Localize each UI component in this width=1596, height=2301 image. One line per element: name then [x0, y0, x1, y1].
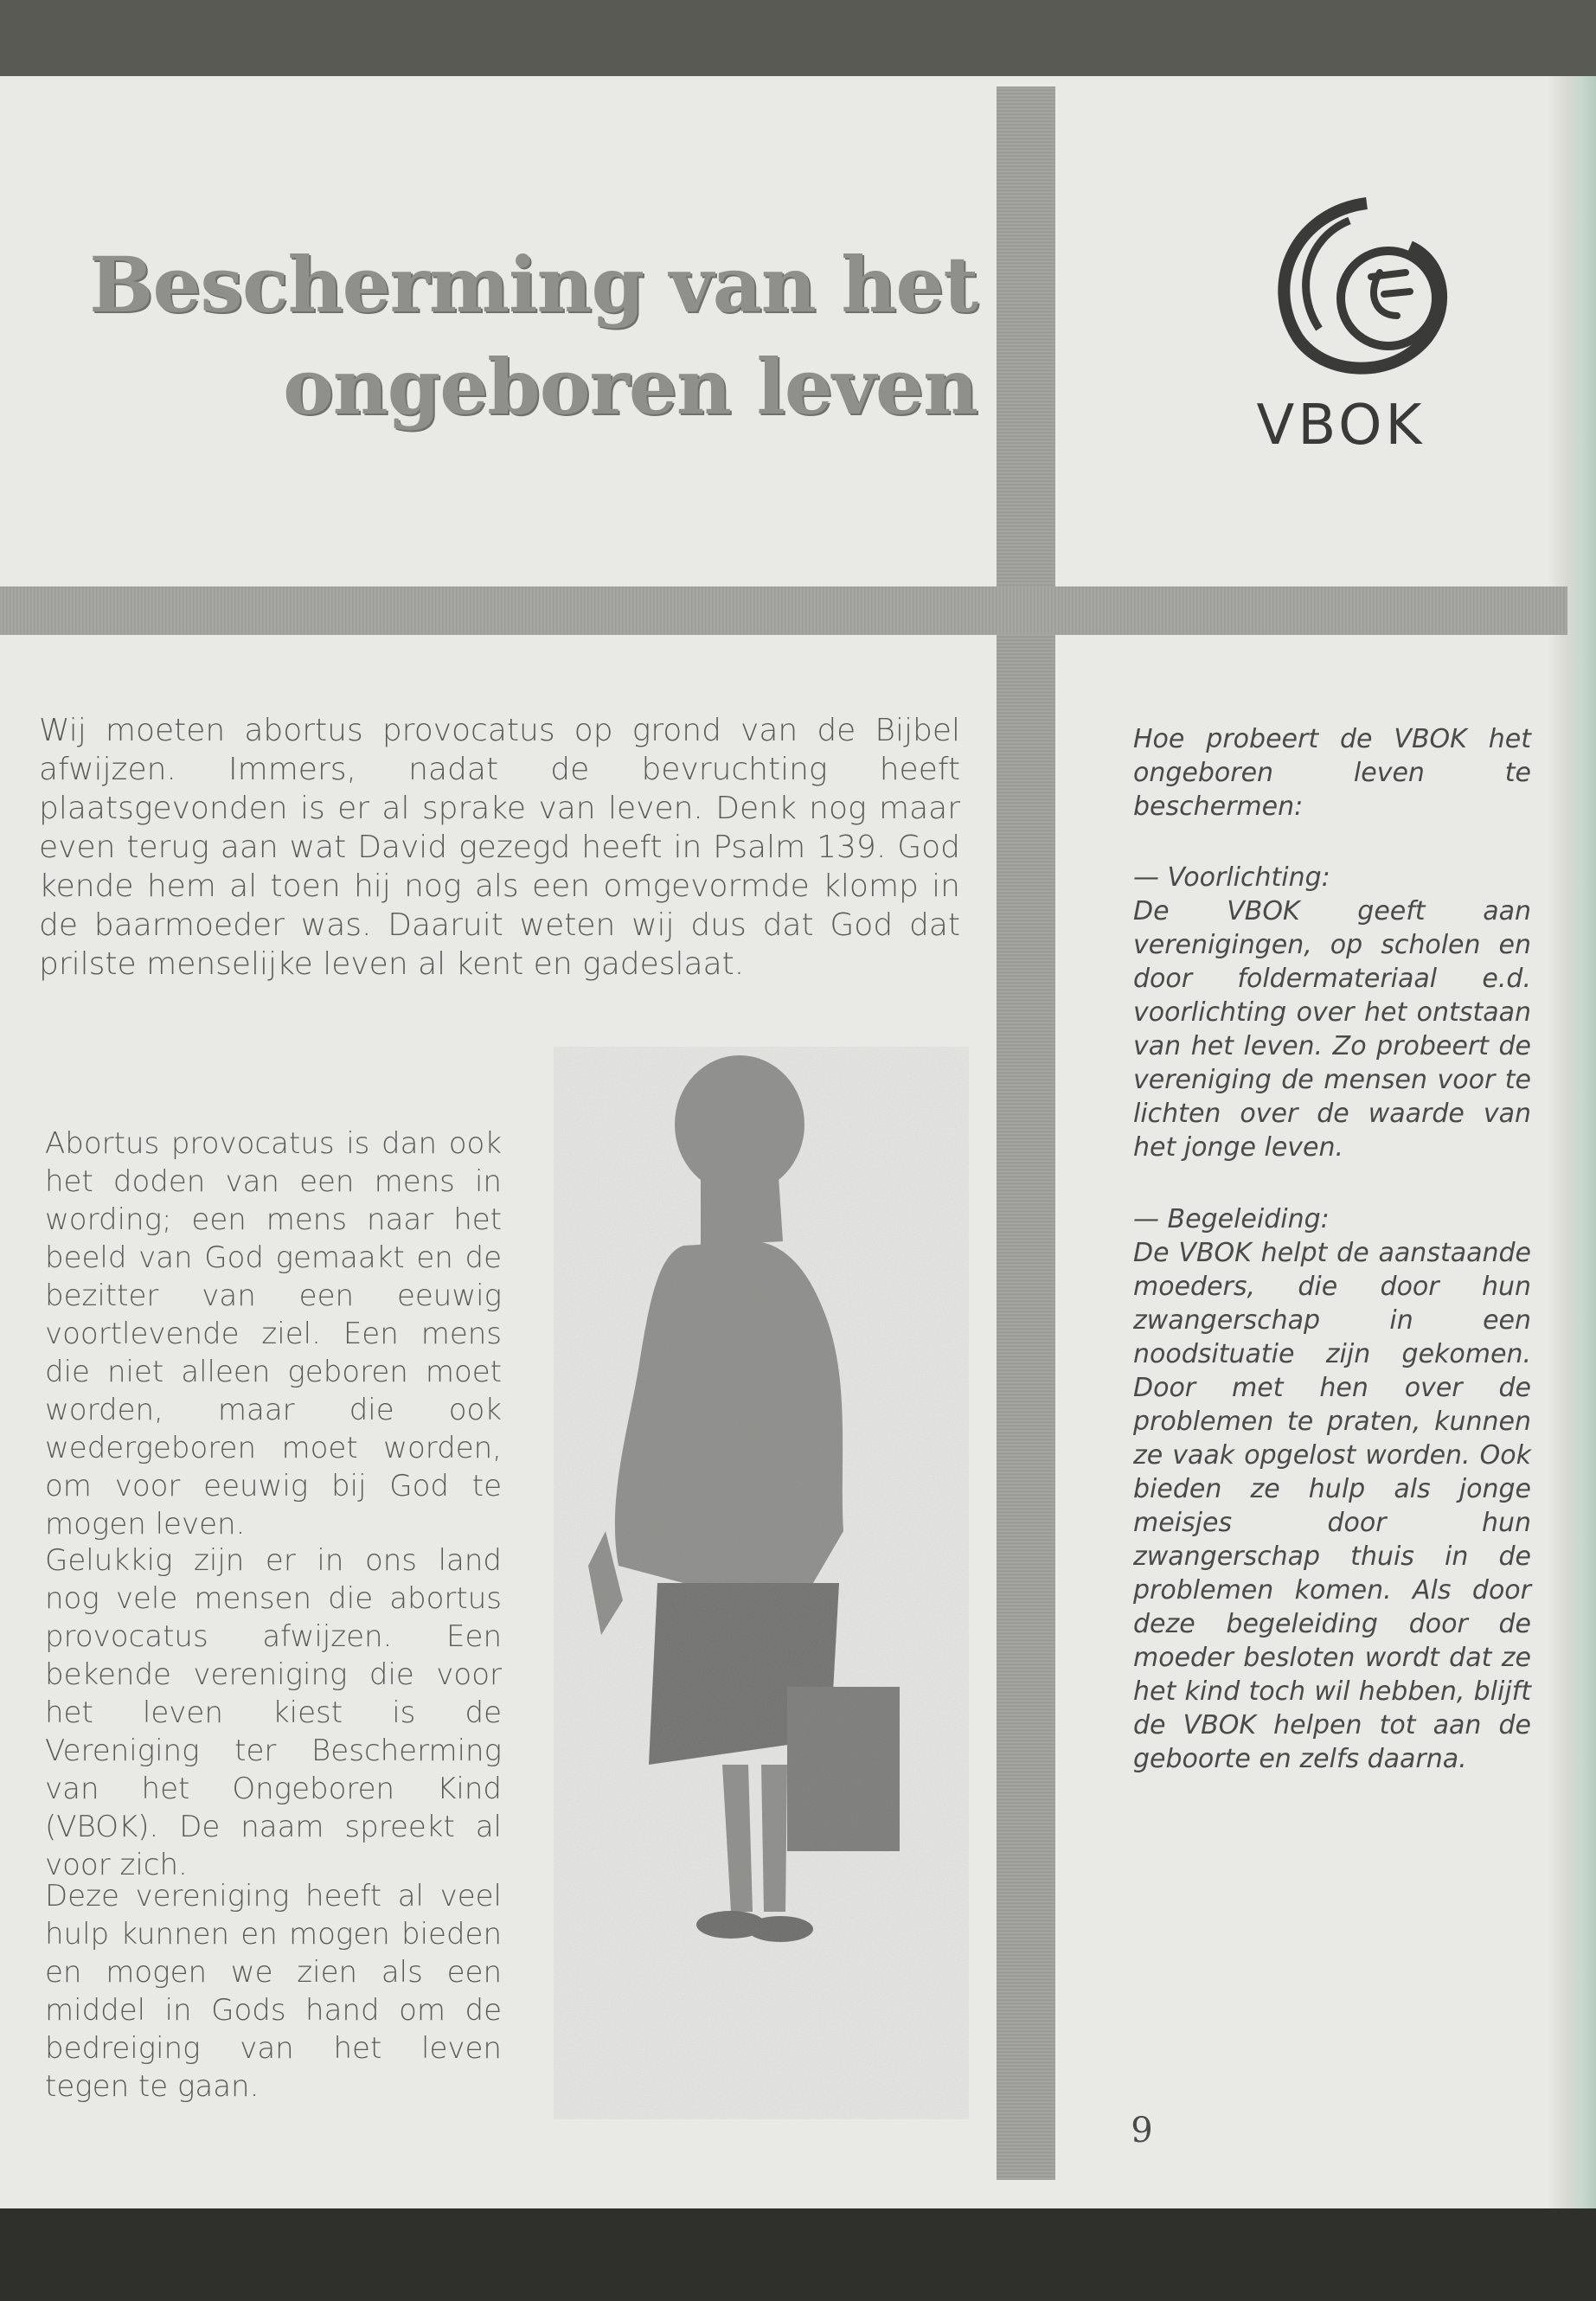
title-line-2: ongeboren leven — [283, 342, 977, 432]
photo-child-with-bag — [554, 1047, 969, 2119]
sidebar-heading-begeleiding: — Begeleiding: — [1133, 1204, 1330, 1234]
scan-background — [0, 2208, 1596, 2301]
body-paragraph-2: Gelukkig zijn er in ons land nog vele mensen die abortus provocatus afwijzen. Een bekende vereniging die voor het leven kiest is de Vereniging ter Bescherming van het Ongeboren Kind (VBOK). De naam spreekt al voor zich. — [45, 1543, 502, 1882]
page-number: 9 — [1131, 2111, 1153, 2150]
logo-wordmark: VBOK — [1256, 394, 1426, 458]
sidebar-text-begeleiding: De VBOK helpt de aanstaande moeders, die door hun zwangerschap in een noodsituatie zijn gekomen. Door met hen over de problemen te praten, kunnen ze vaak opgelost worden. Ook bieden ze hulp als jonge meisjes door hun zwangerschap thuis in de problemen komen. Als door deze begeleiding door de moeder besloten wordt dat ze het kind toch wil hebben, blijft de VBOK helpen tot aan de geboorte en zelfs daarna. — [1133, 1238, 1531, 1774]
title-line-1: Bescherming van het — [89, 240, 977, 330]
page-title — [35, 234, 977, 438]
body-paragraph-1: Abortus provocatus is dan ook het doden van een mens in wording; een mens naar het beeld van God gemaakt en de bezitter van een eeuwig voortlevende ziel. Een mens die niet alleen geboren moet worden, maar die ook wedergeboren moet worden, om voor eeuwig bij God te mogen leven. — [45, 1126, 502, 1541]
body-paragraph-3: Deze vereniging heeft al veel hulp kunnen en mogen bieden en mogen we zien als een middel in Gods hand om de bedreiging van het leven tegen te gaan. — [45, 1879, 502, 2104]
horizontal-divider-bar — [0, 586, 1567, 635]
vertical-divider-bar — [997, 87, 1055, 2180]
page-edge — [1548, 76, 1596, 2208]
sidebar-intro: Hoe probeert de VBOK het ongeboren leven te beschermen: — [1133, 724, 1531, 822]
sidebar-text-voorlichting: De VBOK geeft aan verenigingen, op scholen en door foldermateriaal e.d. voorlichting over het ontstaan van het leven. Zo probeert de vereniging de mensen voor te lichten over de waarde van het jonge leven. — [1133, 896, 1531, 1163]
sidebar-heading-voorlichting: — Voorlichting: — [1133, 862, 1330, 893]
intro-paragraph: Wij moeten abortus provocatus op grond van de Bijbel afwijzen. Immers, nadat de bevruchting heeft plaatsgevonden is er al sprake van leven. Denk nog maar even terug aan wat David gezegd heeft in Psalm 139. God kende hem al toen hij nog als een omgevormde klomp in de baarmoeder was. Daaruit weten wij dus dat God dat prilste menselijke leven al kent en gadeslaat. — [39, 713, 960, 982]
